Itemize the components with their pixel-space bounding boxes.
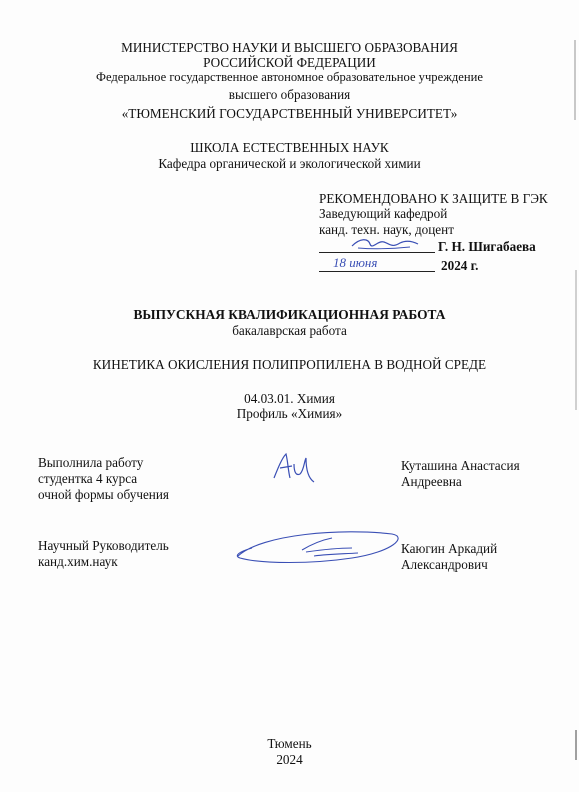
supervisor-label-line1: Научный Руководитель (38, 538, 169, 553)
institution-line1: Федеральное государственное автономное образовательное учреждение (96, 70, 483, 84)
ministry-line1: МИНИСТЕРСТВО НАУКИ И ВЫСШЕГО ОБРАЗОВАНИЯ (121, 40, 458, 55)
student-name-line2: Андреевна (401, 474, 462, 489)
date-line (319, 271, 435, 272)
scan-edge-mark (575, 270, 577, 410)
student-signature-icon (270, 448, 320, 488)
student-label-line3: очной формы обучения (38, 487, 169, 502)
school-name: ШКОЛА ЕСТЕСТВЕННЫХ НАУК (190, 140, 389, 155)
approval-title: РЕКОМЕНДОВАНО К ЗАЩИТЕ В ГЭК (319, 191, 548, 206)
profile: Профиль «Химия» (236, 406, 343, 421)
handwritten-date: 18 июня (333, 255, 378, 270)
supervisor-signature-icon (232, 526, 404, 568)
university-name: «ТЮМЕНСКИЙ ГОСУДАРСТВЕННЫЙ УНИВЕРСИТЕТ» (121, 106, 458, 121)
institution-line2: высшего образования (228, 87, 351, 102)
approval-degree: канд. техн. наук, доцент (319, 222, 454, 237)
specialty-code: 04.03.01. Химия (244, 391, 335, 406)
student-label-line2: студентка 4 курса (38, 471, 138, 486)
scan-edge-mark (574, 40, 576, 120)
supervisor-name-line1: Каюгин Аркадий (401, 541, 498, 556)
approval-role: Заведующий кафедрой (319, 206, 448, 221)
footer-year: 2024 (276, 752, 303, 767)
work-title: КИНЕТИКА ОКИСЛЕНИЯ ПОЛИПРОПИЛЕНА В ВОДНОЙ СРЕДЕ (92, 357, 487, 372)
ministry-line2: РОССИЙСКОЙ ФЕДЕРАЦИИ (203, 55, 376, 70)
supervisor-label-line2: канд.хим.наук (38, 554, 118, 569)
head-signature-icon (350, 232, 420, 254)
department-name: Кафедра органической и экологической химии (158, 156, 421, 171)
scan-edge-mark (575, 730, 577, 760)
student-name-line1: Куташина Анастасия (401, 458, 520, 473)
work-subtype: бакалаврская работа (232, 323, 347, 338)
student-label-line1: Выполнила работу (38, 455, 144, 470)
head-name: Г. Н. Шигабаева (438, 239, 536, 254)
supervisor-name-line2: Александрович (401, 557, 488, 572)
approval-year: 2024 г. (441, 258, 479, 273)
work-type: ВЫПУСКНАЯ КВАЛИФИКАЦИОННАЯ РАБОТА (133, 307, 446, 322)
footer-city: Тюмень (267, 736, 312, 751)
